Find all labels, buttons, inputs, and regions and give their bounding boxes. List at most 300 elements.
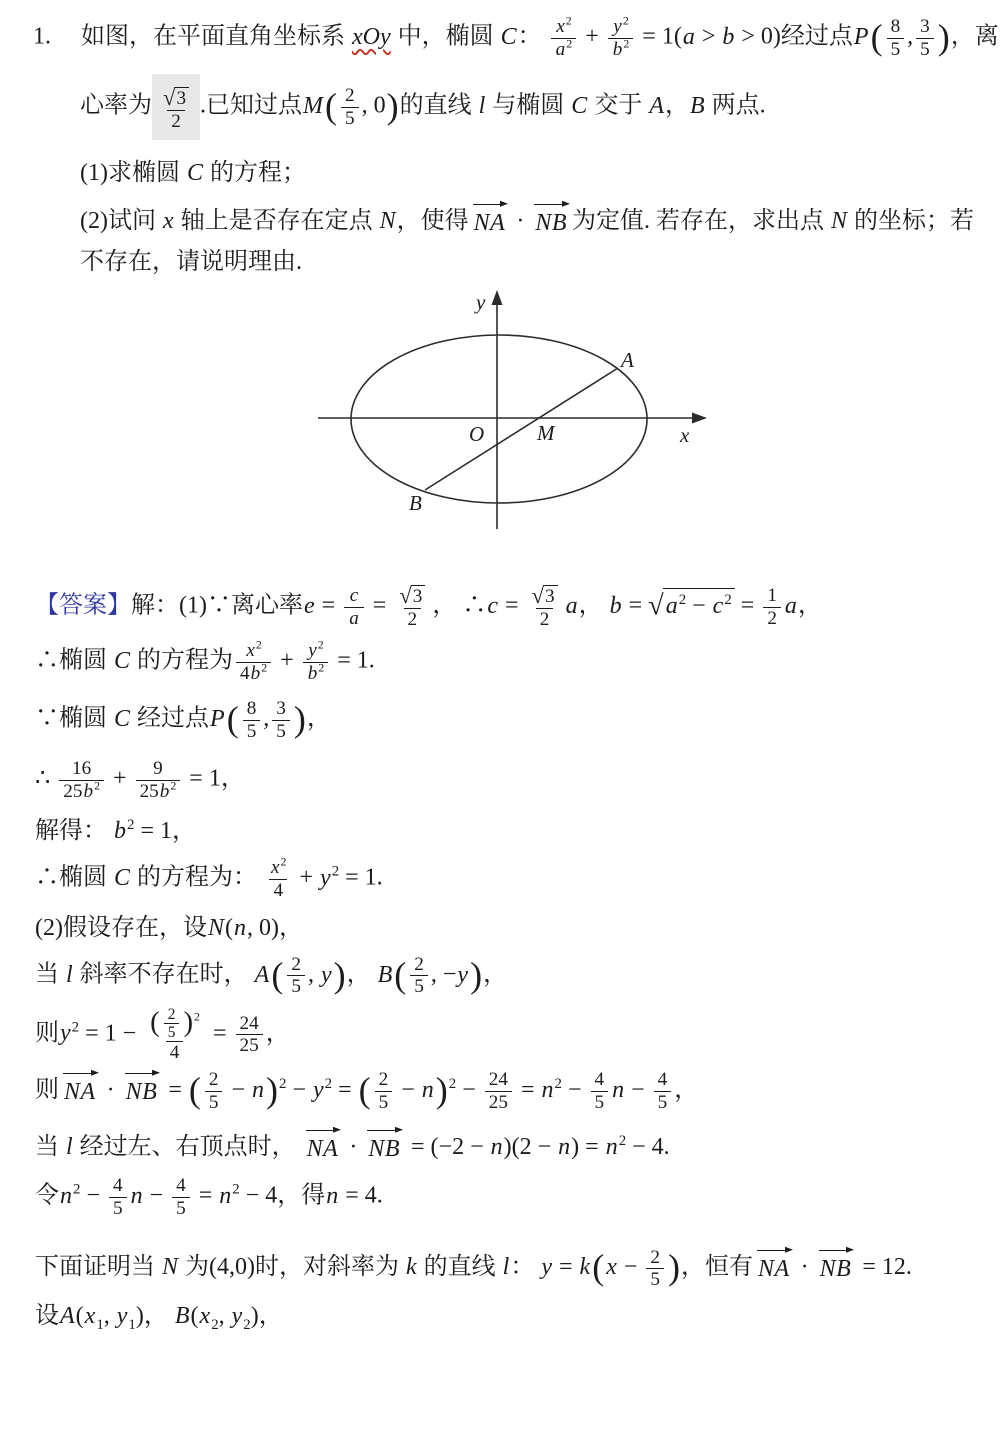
math-variable: c xyxy=(712,592,724,619)
denominator xyxy=(205,1091,223,1114)
vector-name: NB xyxy=(125,1078,158,1105)
text-run: = 4. xyxy=(339,1182,383,1209)
text-run: = 1， xyxy=(183,765,245,792)
fraction xyxy=(145,1006,204,1064)
text-run: + xyxy=(274,647,300,674)
big-paren: ( xyxy=(592,1247,605,1288)
vector-overline-bar xyxy=(757,1250,785,1251)
math-variable: b xyxy=(159,780,170,802)
denominator xyxy=(272,720,290,743)
numerator xyxy=(172,1175,190,1197)
math-variable: N xyxy=(831,207,848,234)
math-variable: c xyxy=(349,585,359,607)
text-run: 2 xyxy=(565,13,572,28)
fraction xyxy=(236,640,271,684)
text-run: 令 xyxy=(35,1182,59,1209)
label-y: y xyxy=(476,290,486,315)
text-run: 2 xyxy=(623,36,630,51)
text-run: ， xyxy=(797,592,822,619)
label-M: M xyxy=(537,421,555,446)
numerator xyxy=(608,13,632,38)
vector-overline-bar xyxy=(125,1073,153,1074)
denominator xyxy=(551,38,577,61)
text-run: − xyxy=(456,1076,482,1103)
superscript xyxy=(94,779,100,793)
text-run: 斜率不存在时， xyxy=(73,961,254,988)
superscript xyxy=(325,1076,332,1092)
math-variable: P xyxy=(210,705,225,732)
text-run: 2 xyxy=(73,1181,81,1198)
text-run: 25 xyxy=(63,780,83,802)
text-run: 2 xyxy=(407,608,418,630)
math-variable: B xyxy=(174,1302,190,1329)
math-variable: y xyxy=(613,16,622,37)
math-variable: a xyxy=(349,607,359,629)
text-run: )， xyxy=(250,1302,283,1329)
text-run: · xyxy=(510,207,531,234)
math-variable: x xyxy=(199,1302,211,1329)
math-variable: B xyxy=(377,961,393,988)
text-run: = 1， xyxy=(134,818,196,845)
text-run: − xyxy=(617,1254,644,1281)
numerator xyxy=(654,1069,672,1091)
text-run: 如图，在平面直角坐标系 xyxy=(81,23,351,50)
fraction xyxy=(287,954,305,998)
text-run: ，离 xyxy=(950,23,999,50)
big-paren: ) xyxy=(435,1070,448,1111)
text-run: 2 xyxy=(318,660,325,675)
text-run: 4 xyxy=(112,1175,123,1197)
math-variable: a xyxy=(555,38,566,60)
text-run: = xyxy=(622,592,649,619)
highlighted-math xyxy=(152,74,200,140)
line-p1 xyxy=(33,13,1008,60)
text-run: 25 xyxy=(239,1035,259,1057)
text-run: 经过左、右顶点时， xyxy=(73,1134,302,1161)
line-a10 xyxy=(35,1068,1008,1113)
text-run: 4 xyxy=(273,879,284,901)
vector-arrowhead xyxy=(333,1127,341,1133)
fraction xyxy=(763,585,781,629)
text-run: 4 xyxy=(169,1042,180,1064)
vector-name: NA xyxy=(306,1136,339,1163)
numerator xyxy=(646,1247,664,1269)
text-run: 轴上是否存在定点 xyxy=(174,207,379,234)
denominator xyxy=(763,607,781,630)
numerator xyxy=(243,698,261,720)
text-run: 5 xyxy=(650,1269,660,1291)
math-variable: y xyxy=(457,961,469,988)
math-variable: k xyxy=(579,1254,591,1281)
denominator xyxy=(303,662,329,685)
text-run: 则 xyxy=(35,1020,59,1047)
text-run: = xyxy=(192,1182,219,1209)
radicand xyxy=(411,585,426,608)
numerator xyxy=(341,85,359,107)
big-paren: ( xyxy=(188,1070,201,1111)
vector-arrowhead xyxy=(846,1247,854,1253)
text-run: )(2 − xyxy=(503,1134,558,1161)
numerator xyxy=(916,16,934,38)
math-variable: a xyxy=(565,592,578,619)
text-run: 3 xyxy=(176,88,187,109)
text-run: 中，椭圆 xyxy=(391,23,500,50)
text-run: 下面证明当 xyxy=(35,1254,161,1281)
vector-overline-bar xyxy=(534,204,562,205)
math-variable: l xyxy=(66,1134,73,1161)
text-run: 1. xyxy=(33,23,51,50)
numerator xyxy=(287,954,305,976)
numerator xyxy=(266,854,290,879)
text-run: = 1. xyxy=(339,864,383,891)
text-run: ∴椭圆 xyxy=(35,647,113,674)
vector-name: NB xyxy=(368,1136,401,1163)
text-run: 2 xyxy=(171,110,181,132)
math-variable: y xyxy=(231,1302,243,1329)
text-run: 2 xyxy=(280,854,287,869)
text-run: ， xyxy=(265,1020,290,1047)
fraction xyxy=(887,16,905,60)
numerator xyxy=(109,1175,127,1197)
label-x: x xyxy=(680,423,690,448)
text-run: 2 xyxy=(317,638,324,652)
figure xyxy=(318,287,738,545)
math-variable: a xyxy=(682,23,695,50)
vector-overline xyxy=(61,1068,99,1110)
superscript xyxy=(623,36,629,50)
math-variable: x xyxy=(162,207,174,234)
line-a2 xyxy=(35,640,1008,684)
numerator xyxy=(345,585,364,607)
text-run: 5 xyxy=(920,38,930,60)
math-variable: C xyxy=(114,705,131,732)
answer-section xyxy=(0,584,1008,1333)
line-p4 xyxy=(80,199,1008,241)
subscript xyxy=(128,1316,135,1332)
vector-overline xyxy=(817,1245,855,1287)
numerator xyxy=(164,1006,180,1023)
text-run: 2 xyxy=(724,591,732,608)
text-run: = xyxy=(734,592,761,619)
text-run: ， xyxy=(346,961,377,988)
math-variable: n xyxy=(234,915,246,942)
square-root xyxy=(648,588,735,624)
text-run: 5 xyxy=(208,1091,219,1113)
line-a12 xyxy=(35,1175,1008,1219)
fraction xyxy=(485,1069,512,1113)
text-run: 1 xyxy=(128,1316,136,1333)
denominator xyxy=(166,1041,184,1064)
numerator xyxy=(395,584,429,608)
text-run: ，使得 xyxy=(396,207,469,234)
denominator xyxy=(404,608,422,631)
text-run: 5 xyxy=(378,1091,389,1113)
vector-overline-bar xyxy=(367,1130,395,1131)
denominator xyxy=(109,1197,127,1220)
text-run: 的坐标；若 xyxy=(848,207,975,234)
math-variable: c xyxy=(487,592,499,619)
text-run: ∴椭圆 xyxy=(35,864,113,891)
fraction xyxy=(591,1069,609,1113)
superscript xyxy=(318,638,324,652)
denominator xyxy=(654,1091,672,1114)
text-run: 5 xyxy=(414,976,424,998)
text-run: 3 xyxy=(545,586,555,608)
math-variable: x xyxy=(84,1302,96,1329)
fraction xyxy=(243,698,261,742)
superscript xyxy=(170,779,176,793)
vector-arrowhead xyxy=(562,201,570,207)
line-a13 xyxy=(35,1245,1008,1290)
text-run: 与椭圆 xyxy=(486,92,571,119)
radical-sign: √ xyxy=(531,583,544,609)
text-run: ， xyxy=(674,1076,699,1103)
text-run: 2 xyxy=(194,1009,200,1024)
denominator xyxy=(608,38,634,61)
text-run: − xyxy=(286,1076,313,1103)
math-variable: b xyxy=(612,38,623,60)
big-paren: ) xyxy=(667,1247,680,1288)
text-run: (1)求椭圆 xyxy=(80,160,186,186)
text-run: 的方程； xyxy=(204,160,306,186)
fraction xyxy=(551,13,577,60)
text-run: 2 xyxy=(261,660,268,675)
math-variable: y xyxy=(116,1302,128,1329)
denominator xyxy=(646,1268,664,1291)
text-run: = 1( xyxy=(636,23,682,50)
math-variable: n xyxy=(490,1134,503,1161)
vector-arrowhead xyxy=(152,1070,160,1076)
line-a3 xyxy=(35,698,1008,742)
numerator xyxy=(272,698,290,720)
subscript xyxy=(96,1316,103,1332)
fraction xyxy=(410,954,428,998)
denominator xyxy=(172,1197,190,1220)
big-paren: ) xyxy=(937,16,950,57)
math-variable: n xyxy=(252,1076,265,1103)
math-variable: N xyxy=(162,1254,179,1281)
fraction xyxy=(654,1069,672,1113)
vector-overline-bar xyxy=(819,1250,847,1251)
fraction xyxy=(266,854,290,901)
text-run: = xyxy=(499,592,525,619)
denominator xyxy=(410,975,428,998)
text-run: ∵椭圆 xyxy=(35,705,113,732)
big-paren: ( xyxy=(271,954,284,995)
label-B: B xyxy=(409,491,422,516)
text-run: − 4，得 xyxy=(239,1182,326,1209)
math-variable: N xyxy=(207,915,224,942)
big-paren: ) xyxy=(183,1006,194,1039)
text-run: − xyxy=(225,1076,252,1103)
line-p5 xyxy=(80,245,1008,280)
denominator xyxy=(536,608,554,631)
line-a6 xyxy=(35,854,1008,901)
math-variable: n xyxy=(130,1182,143,1209)
text-run: 2 xyxy=(650,1246,660,1268)
math-variable: n xyxy=(60,1182,72,1209)
vector-overline-bar xyxy=(306,1130,334,1131)
vector-arrowhead xyxy=(785,1247,793,1253)
superscript xyxy=(194,1010,200,1024)
superscript xyxy=(256,638,262,652)
text-run: 【答案】 xyxy=(35,592,131,619)
math-variable: a xyxy=(784,592,797,619)
text-run: ( xyxy=(190,1302,199,1329)
text-run: 25 xyxy=(488,1091,508,1113)
math-variable: n xyxy=(326,1182,339,1209)
math-variable: b xyxy=(307,662,318,684)
numerator xyxy=(551,13,575,38)
vector-arrowhead xyxy=(500,201,508,207)
math-variable: k xyxy=(406,1254,417,1281)
big-paren: ( xyxy=(325,85,338,126)
text-run: 4 xyxy=(657,1069,668,1091)
text-run: , xyxy=(907,23,914,50)
text-run: = xyxy=(315,592,342,619)
text-run: = xyxy=(552,1254,579,1281)
big-paren: ( xyxy=(358,1070,371,1111)
text-run: (2)假设存在，设 xyxy=(35,915,207,942)
text-run: 2 xyxy=(378,1069,389,1091)
vector-overline xyxy=(123,1068,161,1110)
numerator xyxy=(68,758,95,780)
text-run: 2 xyxy=(94,778,101,793)
big-paren: ( xyxy=(226,699,239,740)
math-variable: b xyxy=(114,818,126,845)
denominator xyxy=(591,1091,609,1114)
text-run: − xyxy=(561,1076,588,1103)
math-variable: x xyxy=(606,1254,617,1281)
text-run: − xyxy=(143,1182,170,1209)
subscript xyxy=(243,1316,250,1332)
square-root xyxy=(532,584,558,608)
text-run: − xyxy=(686,592,712,619)
text-run: 4 xyxy=(176,1175,186,1197)
vector-name: NA xyxy=(473,209,506,236)
text-run: ， ∴ xyxy=(432,592,487,619)
superscript xyxy=(261,661,267,675)
vector-overline xyxy=(755,1245,793,1287)
fraction xyxy=(344,585,364,629)
text-run: = 1 − xyxy=(79,1020,143,1047)
text-run: − xyxy=(625,1076,651,1103)
line-a5 xyxy=(35,814,1008,849)
text-run: 9 xyxy=(153,758,163,780)
text-run: 3 xyxy=(920,16,930,37)
text-run: 1 xyxy=(96,1316,104,1333)
math-variable: C xyxy=(114,647,131,674)
numerator xyxy=(236,1013,263,1035)
math-variable: b xyxy=(609,592,622,619)
math-variable: B xyxy=(689,92,705,119)
numerator xyxy=(528,584,562,608)
radicand xyxy=(174,87,189,110)
text-run: 2 xyxy=(71,1019,80,1036)
math-variable: x xyxy=(271,857,280,879)
text-run: , xyxy=(218,1302,231,1329)
vector-name: NB xyxy=(819,1256,852,1283)
vector-arrowhead xyxy=(395,1127,403,1133)
text-run: 心率为 xyxy=(80,92,152,119)
text-run: 25 xyxy=(139,780,159,802)
denominator xyxy=(916,38,934,61)
denominator xyxy=(236,662,271,685)
math-variable: x xyxy=(556,16,565,37)
big-paren: ( xyxy=(870,16,883,57)
text-run: 8 xyxy=(890,16,901,37)
text-run: 的直线 xyxy=(399,92,478,119)
text-run: 2 xyxy=(539,608,550,630)
text-run: + xyxy=(579,23,605,50)
text-run: 5 xyxy=(594,1091,605,1113)
text-run: 的直线 xyxy=(417,1254,502,1281)
math-variable: M xyxy=(303,92,324,119)
text-run: ， xyxy=(306,705,331,732)
line-a4 xyxy=(35,758,1008,802)
math-variable: n xyxy=(541,1076,554,1103)
text-run: 2 xyxy=(208,1069,219,1091)
fraction xyxy=(303,640,329,684)
denominator xyxy=(236,1034,263,1057)
text-run: 5 xyxy=(345,107,355,129)
big-paren: ) xyxy=(293,699,306,740)
superscript xyxy=(555,1076,562,1092)
text-run: 2 xyxy=(767,607,777,629)
text-run: 2 xyxy=(243,1316,251,1333)
fraction xyxy=(272,698,290,742)
fraction xyxy=(395,584,429,630)
denominator xyxy=(136,780,181,803)
subscript xyxy=(211,1316,218,1332)
text-run: 2 xyxy=(622,13,629,28)
numerator xyxy=(303,640,327,662)
math-variable: e xyxy=(303,592,315,619)
text-run: 的方程为： xyxy=(131,864,264,891)
text-run: 2 xyxy=(345,85,355,106)
text-run: ， xyxy=(664,92,689,119)
text-run: 4 xyxy=(594,1069,605,1091)
math-variable: y xyxy=(320,864,331,891)
math-variable: xOy xyxy=(352,23,391,50)
text-run: > 0)经过点 xyxy=(735,23,853,50)
fraction xyxy=(236,1013,263,1057)
math-variable: y xyxy=(320,961,332,988)
text-run: ) = xyxy=(571,1134,605,1161)
text-run: · xyxy=(794,1254,815,1281)
fraction xyxy=(205,1069,223,1113)
radical-sign: √ xyxy=(399,583,412,609)
square-root xyxy=(399,584,425,608)
text-run: 2 xyxy=(255,638,262,652)
vector-arrowhead xyxy=(91,1070,99,1076)
math-variable: A xyxy=(649,92,664,119)
fraction xyxy=(159,86,193,132)
math-variable: C xyxy=(186,160,203,186)
text-run: (2)试问 xyxy=(80,207,162,234)
denominator xyxy=(344,607,364,630)
big-paren: ( xyxy=(150,1006,160,1039)
label-A: A xyxy=(621,348,634,373)
text-run: ∴ xyxy=(35,765,57,792)
text-run: 2 xyxy=(448,1075,457,1092)
text-run: 经过点 xyxy=(131,705,210,732)
big-paren: ( xyxy=(394,954,407,995)
text-run: , xyxy=(103,1302,116,1329)
radical-sign: √ xyxy=(648,590,664,622)
math-variable: y xyxy=(308,640,317,662)
superscript xyxy=(566,14,572,28)
